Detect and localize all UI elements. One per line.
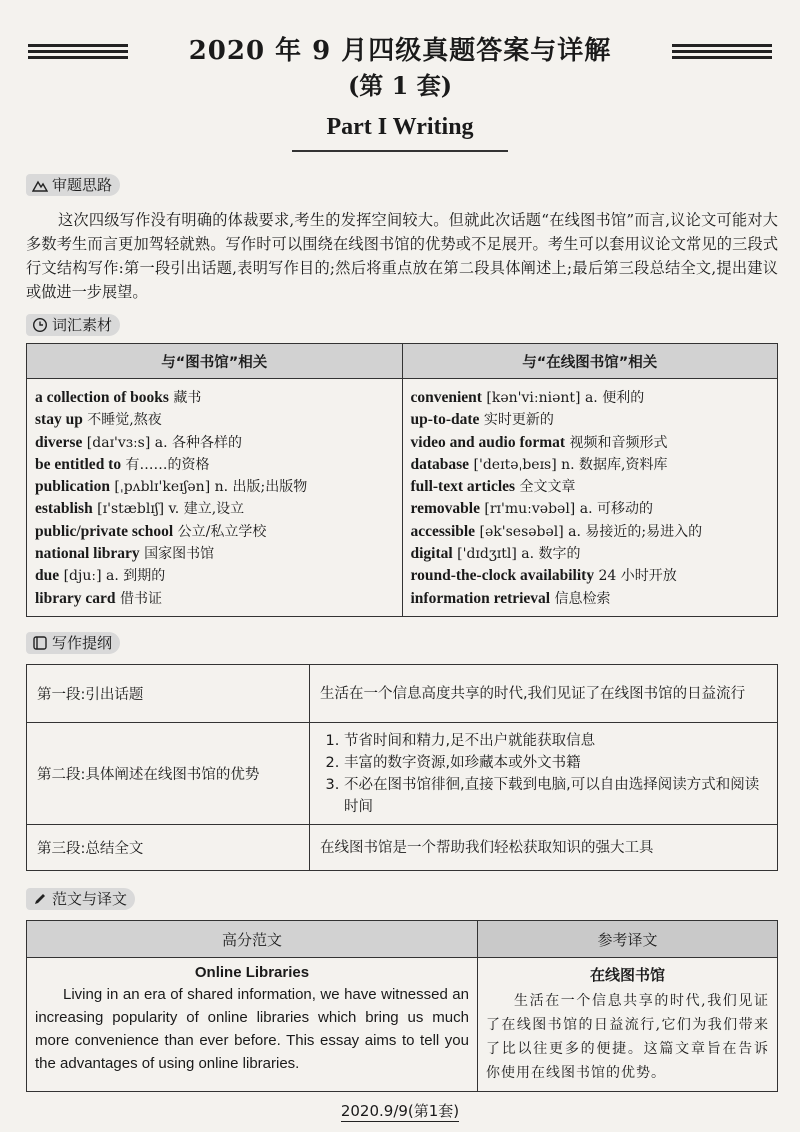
vocab-definition: [ɪ'stæblɪʃ] v. 建立,设立 (92, 501, 245, 518)
essay-title: Online Libraries (194, 964, 310, 981)
section-tag-outline (26, 632, 120, 654)
vocab-term: diverse (35, 433, 83, 451)
vocab-term: a collection of books (35, 389, 169, 406)
essay-header-sample: 高分范文 (27, 921, 478, 958)
vocab-definition: ['deɪtəˌbeɪs] n. 数据库,资料库 (469, 456, 668, 473)
clock-icon (32, 317, 48, 333)
vocab-definition: [daɪ'vɜːs] a. 各种各样的 (82, 434, 242, 451)
vocab-entry (411, 432, 772, 454)
outline-para1-content: 生活在一个信息高度共享的时代,我们见证了在线图书馆的日益流行 (310, 665, 778, 723)
vocab-definition: 有……的资格 (121, 456, 210, 473)
vocab-definition: 藏书 (168, 390, 202, 406)
vocab-entry (35, 476, 396, 498)
section-tag-vocabulary (26, 314, 120, 336)
vocab-definition: 信息检索 (550, 590, 611, 607)
vocab-definition: 24 小时开放 (594, 568, 677, 585)
essay-table (26, 920, 778, 1092)
vocab-term: publication (35, 478, 110, 496)
vocab-entry (35, 409, 396, 431)
list-item: 2. 丰富的数字资源,如珍藏本或外文书籍 (344, 752, 767, 774)
section-label: 写作提纲 (52, 634, 113, 652)
vocab-term: stay up (35, 411, 83, 429)
vocab-definition: [ˌpʌblɪ'keɪʃən] n. 出版;出版物 (109, 479, 308, 496)
vocab-term: establish (35, 500, 93, 518)
vocab-definition: [kən'viːniənt] a. 便利的 (481, 390, 645, 406)
vocab-entry (35, 588, 396, 610)
vocab-definition: 国家图书馆 (139, 546, 215, 563)
vocab-entry (411, 476, 772, 498)
vocab-term: digital (410, 545, 453, 563)
outline-para3-label: 第三段:总结全文 (27, 825, 310, 871)
mountain-icon (32, 177, 48, 193)
vocab-term: convenient (410, 389, 482, 406)
part-underline (292, 150, 508, 152)
vocab-entry (411, 387, 772, 409)
vocab-entry (35, 432, 396, 454)
vocab-entry (411, 521, 772, 543)
vocab-term: removable (410, 500, 480, 518)
page-footer (0, 1100, 800, 1121)
section-label: 审题思路 (52, 176, 113, 194)
vocab-column-online-library (402, 379, 778, 617)
vocab-term: be entitled to (35, 455, 122, 473)
part-title: Part I Writing (326, 114, 474, 140)
translation-body: 生活在一个信息共享的时代,我们见证了在线图书馆的日益流行,它们为我们带来了比以往更多的便捷。这篇文章旨在告诉你使用在线图书馆的优势。 (486, 993, 769, 1081)
outline-para1-label: 第一段:引出话题 (27, 665, 310, 723)
vocab-term: public/private school (35, 522, 174, 540)
notebook-icon (32, 635, 48, 651)
section-tag-sample (26, 888, 135, 910)
vocab-term: round-the-clock availability (410, 567, 595, 585)
vocab-term: database (410, 455, 470, 473)
vocab-header-library: 与“图书馆”相关 (27, 344, 403, 379)
outline-para2-content (310, 723, 778, 825)
essay-chinese-cell (478, 958, 778, 1092)
essay-english-cell (27, 958, 478, 1092)
vocab-term: video and audio format (410, 433, 566, 451)
vocab-definition: 视频和音频形式 (565, 434, 668, 451)
table-row (27, 665, 778, 723)
vocab-term: up-to-date (410, 411, 480, 429)
list-item: 3. 不必在图书馆徘徊,直接下载到电脑,可以自由选择阅读方式和阅读时间 (344, 774, 767, 818)
table-row (27, 825, 778, 871)
vocab-definition: 实时更新的 (479, 412, 554, 429)
vocab-column-library (27, 379, 403, 617)
vocab-entry (35, 521, 396, 543)
vocab-header-online-library: 与“在线图书馆”相关 (402, 344, 778, 379)
vocab-definition: 公立/私立学校 (173, 523, 267, 540)
vocab-definition: [ək'sesəbəl] a. 易接近的;易进入的 (475, 523, 703, 540)
vocab-definition: [rɪ'muːvəbəl] a. 可移动的 (479, 501, 653, 518)
section-tag-analysis (26, 174, 120, 196)
vocab-entry (35, 454, 396, 476)
vocab-definition: 借书证 (115, 590, 162, 607)
vocab-entry (411, 498, 772, 520)
vocab-term: library card (35, 589, 116, 607)
vocab-definition: [djuː] a. 到期的 (59, 568, 166, 585)
table-row (27, 723, 778, 825)
essay-body: Living in an era of shared information, we have witnessed an increasing popularity of online libraries which bring us much more convenience than ever before. This essay aims to tell you the advantages of using online libraries. (35, 986, 469, 1072)
vocabulary-table (26, 343, 778, 617)
vocab-entry (35, 565, 396, 587)
vocab-definition: 不睡觉,熬夜 (82, 412, 162, 429)
outline-table (26, 664, 778, 871)
vocab-entry (35, 543, 396, 565)
vocab-entry (411, 409, 772, 431)
page-subtitle: (第 1 套) (347, 71, 453, 100)
vocab-term: accessible (410, 522, 476, 540)
outline-para3-content: 在线图书馆是一个帮助我们轻松获取知识的强大工具 (310, 825, 778, 871)
section-label: 范文与译文 (52, 890, 128, 908)
page-title: 2020 年 9 月四级真题答案与详解 (188, 36, 612, 66)
section-label: 词汇素材 (52, 316, 113, 334)
pen-icon (32, 891, 48, 907)
vocab-entry (35, 498, 396, 520)
vocab-entry (411, 543, 772, 565)
vocab-entry (35, 387, 396, 409)
vocab-term: information retrieval (410, 589, 551, 607)
vocab-definition: 全文文章 (515, 479, 576, 496)
vocab-term: due (35, 567, 60, 585)
outline-para2-label: 第二段:具体阐述在线图书馆的优势 (27, 723, 310, 825)
essay-header-translation: 参考译文 (478, 921, 778, 958)
vocab-entry (411, 454, 772, 476)
translation-title: 在线图书馆 (589, 966, 665, 984)
vocab-definition: ['dɪdʒɪtl] a. 数字的 (452, 546, 581, 563)
vocab-entry (411, 588, 772, 610)
vocab-term: full-text articles (410, 478, 516, 496)
analysis-paragraph: 这次四级写作没有明确的体裁要求,考生的发挥空间较大。但就此次话题“在线图书馆”而言,议论文可能对大多数考生而言更加驾轻就熟。写作时可以围绕在线图书馆的优势或不足展开。考生可以套用议论文常见的三段式行文结构写作:第一段引出话题,表明写作目的;然后将重点放在第二段具体阐述上;最后第三段总结全文,提出建议或做进一步展望。 (26, 211, 778, 301)
footer-text: 2020.9/9(第1套) (340, 1102, 460, 1120)
vocab-term: national library (35, 545, 140, 563)
list-item: 1. 节省时间和精力,足不出户就能获取信息 (344, 730, 767, 752)
vocab-entry (411, 565, 772, 587)
